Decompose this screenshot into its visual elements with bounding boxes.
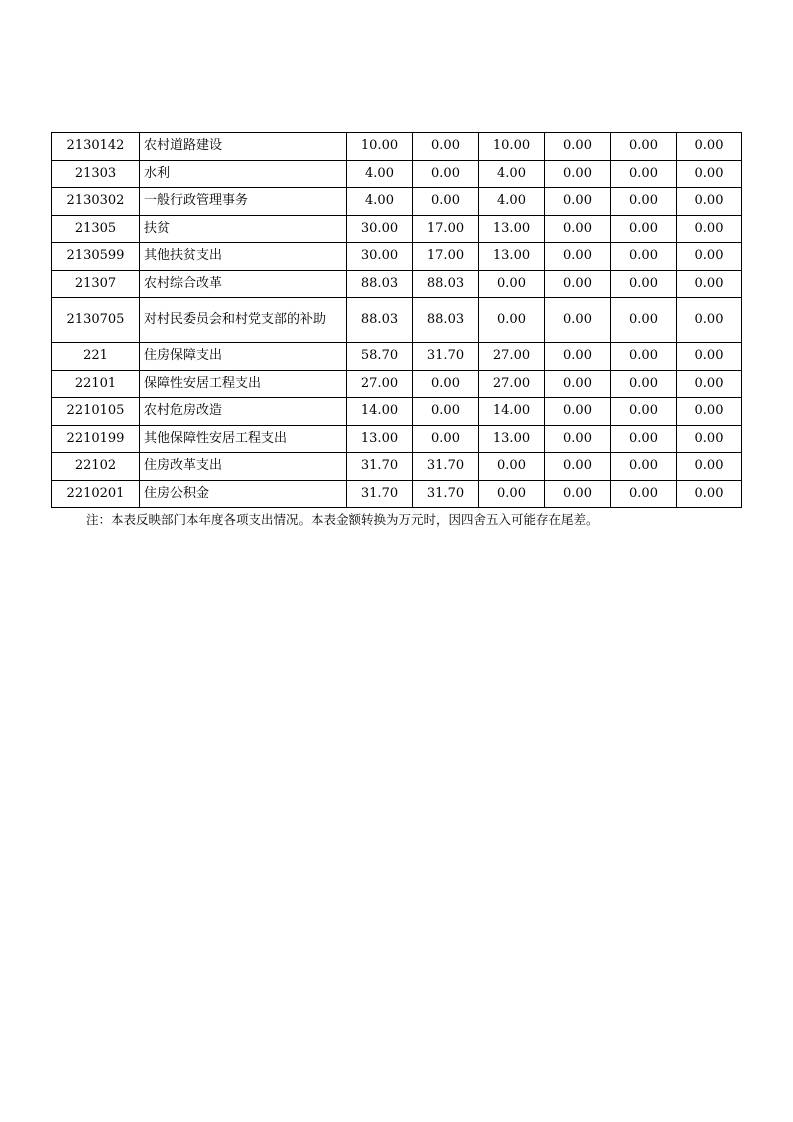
amount-cell: 0.00 bbox=[413, 160, 479, 188]
amount-cell: 31.70 bbox=[413, 453, 479, 481]
subject-code-cell: 2210201 bbox=[52, 480, 140, 508]
amount-cell: 13.00 bbox=[479, 425, 545, 453]
subject-name-cell: 住房保障支出 bbox=[140, 343, 347, 371]
amount-cell: 0.00 bbox=[677, 215, 742, 243]
subject-name-cell: 其他保障性安居工程支出 bbox=[140, 425, 347, 453]
amount-cell: 0.00 bbox=[611, 160, 677, 188]
amount-cell: 27.00 bbox=[347, 370, 413, 398]
amount-cell: 0.00 bbox=[611, 343, 677, 371]
subject-name-cell: 水利 bbox=[140, 160, 347, 188]
subject-code-cell: 2210199 bbox=[52, 425, 140, 453]
table-row bbox=[52, 215, 742, 243]
amount-cell: 0.00 bbox=[611, 133, 677, 161]
amount-cell: 0.00 bbox=[677, 370, 742, 398]
amount-cell: 0.00 bbox=[677, 480, 742, 508]
subject-code-cell: 2130599 bbox=[52, 243, 140, 271]
amount-cell: 27.00 bbox=[479, 370, 545, 398]
table-row bbox=[52, 188, 742, 216]
table-row bbox=[52, 370, 742, 398]
amount-cell: 0.00 bbox=[677, 425, 742, 453]
amount-cell: 88.03 bbox=[347, 270, 413, 298]
amount-cell: 0.00 bbox=[611, 453, 677, 481]
amount-cell: 0.00 bbox=[413, 188, 479, 216]
amount-cell: 30.00 bbox=[347, 215, 413, 243]
subject-name-cell: 其他扶贫支出 bbox=[140, 243, 347, 271]
amount-cell: 17.00 bbox=[413, 243, 479, 271]
amount-cell: 88.03 bbox=[413, 298, 479, 343]
amount-cell: 13.00 bbox=[479, 215, 545, 243]
amount-cell: 14.00 bbox=[347, 398, 413, 426]
subject-name-cell: 对村民委员会和村党支部的补助 bbox=[140, 298, 347, 343]
subject-code-cell: 21305 bbox=[52, 215, 140, 243]
subject-code-cell: 221 bbox=[52, 343, 140, 371]
amount-cell: 14.00 bbox=[479, 398, 545, 426]
amount-cell: 58.70 bbox=[347, 343, 413, 371]
amount-cell: 31.70 bbox=[347, 480, 413, 508]
amount-cell: 0.00 bbox=[413, 370, 479, 398]
amount-cell: 0.00 bbox=[677, 133, 742, 161]
table-body bbox=[52, 133, 742, 508]
amount-cell: 0.00 bbox=[677, 453, 742, 481]
subject-name-cell: 保障性安居工程支出 bbox=[140, 370, 347, 398]
amount-cell: 0.00 bbox=[611, 243, 677, 271]
amount-cell: 0.00 bbox=[545, 298, 611, 343]
amount-cell: 4.00 bbox=[479, 160, 545, 188]
amount-cell: 13.00 bbox=[479, 243, 545, 271]
amount-cell: 0.00 bbox=[413, 425, 479, 453]
amount-cell: 0.00 bbox=[677, 398, 742, 426]
table-row bbox=[52, 480, 742, 508]
amount-cell: 0.00 bbox=[611, 215, 677, 243]
subject-name-cell: 农村危房改造 bbox=[140, 398, 347, 426]
table-row bbox=[52, 398, 742, 426]
amount-cell: 31.70 bbox=[413, 480, 479, 508]
amount-cell: 17.00 bbox=[413, 215, 479, 243]
amount-cell: 0.00 bbox=[545, 215, 611, 243]
subject-name-cell: 住房公积金 bbox=[140, 480, 347, 508]
table-row bbox=[52, 160, 742, 188]
table-row bbox=[52, 270, 742, 298]
table-row bbox=[52, 133, 742, 161]
subject-name-cell: 住房改革支出 bbox=[140, 453, 347, 481]
subject-code-cell: 2210105 bbox=[52, 398, 140, 426]
amount-cell: 0.00 bbox=[545, 133, 611, 161]
subject-code-cell: 22102 bbox=[52, 453, 140, 481]
subject-code-cell: 21303 bbox=[52, 160, 140, 188]
amount-cell: 0.00 bbox=[545, 188, 611, 216]
amount-cell: 0.00 bbox=[677, 298, 742, 343]
amount-cell: 30.00 bbox=[347, 243, 413, 271]
amount-cell: 0.00 bbox=[677, 243, 742, 271]
amount-cell: 4.00 bbox=[479, 188, 545, 216]
amount-cell: 0.00 bbox=[677, 160, 742, 188]
amount-cell: 88.03 bbox=[413, 270, 479, 298]
amount-cell: 0.00 bbox=[479, 453, 545, 481]
amount-cell: 0.00 bbox=[545, 398, 611, 426]
subject-code-cell: 2130705 bbox=[52, 298, 140, 343]
amount-cell: 0.00 bbox=[611, 480, 677, 508]
subject-name-cell: 农村综合改革 bbox=[140, 270, 347, 298]
table-row bbox=[52, 243, 742, 271]
amount-cell: 27.00 bbox=[479, 343, 545, 371]
subject-code-cell: 2130142 bbox=[52, 133, 140, 161]
table-row bbox=[52, 453, 742, 481]
amount-cell: 0.00 bbox=[611, 398, 677, 426]
subject-name-cell: 扶贫 bbox=[140, 215, 347, 243]
subject-code-cell: 22101 bbox=[52, 370, 140, 398]
amount-cell: 0.00 bbox=[611, 298, 677, 343]
amount-cell: 31.70 bbox=[413, 343, 479, 371]
amount-cell: 13.00 bbox=[347, 425, 413, 453]
amount-cell: 0.00 bbox=[611, 270, 677, 298]
amount-cell: 0.00 bbox=[677, 343, 742, 371]
amount-cell: 0.00 bbox=[413, 398, 479, 426]
amount-cell: 4.00 bbox=[347, 188, 413, 216]
amount-cell: 10.00 bbox=[479, 133, 545, 161]
amount-cell: 0.00 bbox=[545, 160, 611, 188]
amount-cell: 31.70 bbox=[347, 453, 413, 481]
amount-cell: 0.00 bbox=[545, 270, 611, 298]
amount-cell: 0.00 bbox=[545, 425, 611, 453]
amount-cell: 4.00 bbox=[347, 160, 413, 188]
amount-cell: 0.00 bbox=[611, 425, 677, 453]
budget-expenditure-table bbox=[51, 132, 742, 508]
amount-cell: 88.03 bbox=[347, 298, 413, 343]
amount-cell: 0.00 bbox=[545, 370, 611, 398]
amount-cell: 0.00 bbox=[677, 188, 742, 216]
table-row bbox=[52, 425, 742, 453]
table-row bbox=[52, 343, 742, 371]
subject-code-cell: 21307 bbox=[52, 270, 140, 298]
amount-cell: 0.00 bbox=[611, 370, 677, 398]
amount-cell: 0.00 bbox=[479, 298, 545, 343]
amount-cell: 0.00 bbox=[611, 188, 677, 216]
amount-cell: 0.00 bbox=[545, 480, 611, 508]
amount-cell: 0.00 bbox=[413, 133, 479, 161]
amount-cell: 0.00 bbox=[677, 270, 742, 298]
amount-cell: 10.00 bbox=[347, 133, 413, 161]
amount-cell: 0.00 bbox=[479, 480, 545, 508]
table-row bbox=[52, 298, 742, 343]
amount-cell: 0.00 bbox=[545, 243, 611, 271]
amount-cell: 0.00 bbox=[479, 270, 545, 298]
subject-name-cell: 农村道路建设 bbox=[140, 133, 347, 161]
subject-code-cell: 2130302 bbox=[52, 188, 140, 216]
table-footnote: 注：本表反映部门本年度各项支出情况。本表金额转换为万元时，因四舍五入可能存在尾差。 bbox=[86, 512, 599, 527]
amount-cell: 0.00 bbox=[545, 453, 611, 481]
subject-name-cell: 一般行政管理事务 bbox=[140, 188, 347, 216]
amount-cell: 0.00 bbox=[545, 343, 611, 371]
